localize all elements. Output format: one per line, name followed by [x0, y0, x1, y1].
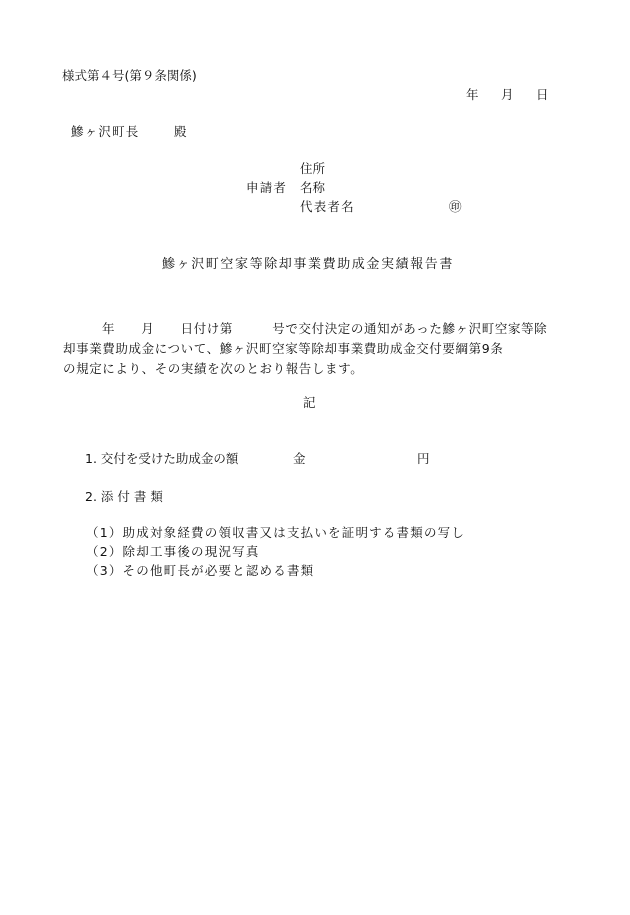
- date-month-label: 月: [501, 87, 514, 102]
- applicant-address-label: 住所: [300, 161, 326, 176]
- document-title: 鰺ヶ沢町空家等除却事業費助成金実績報告書: [162, 257, 455, 272]
- body-paragraph: [63, 319, 577, 379]
- item1-label: 1. 交付を受けた助成金の額: [85, 451, 239, 466]
- attachment-item: （1）助成対象経費の領収書又は支払いを証明する書類の写し: [86, 525, 466, 540]
- body-line: 年 月 日付け第 号で交付決定の通知があった鰺ヶ沢町空家等除: [102, 321, 548, 336]
- date-year-label: 年: [466, 87, 479, 102]
- ki-heading: 記: [303, 395, 316, 410]
- item2-label: 2. 添 付 書 類: [85, 489, 163, 504]
- body-line: 却事業費助成金について、鰺ヶ沢町空家等除却事業費助成金交付要綱第9条: [63, 341, 504, 356]
- amount-suffix: 円: [417, 451, 430, 466]
- addressee-honorific: 殿: [174, 124, 187, 139]
- applicant-representative-label: 代表者名: [300, 199, 355, 214]
- date-day-label: 日: [536, 87, 549, 102]
- seal-mark: ㊞: [449, 199, 462, 214]
- form-number-label: 様式第４号(第９条関係): [62, 68, 197, 83]
- attachment-item: （3）その他町長が必要と認める書類: [86, 563, 315, 578]
- addressee-name: 鰺ヶ沢町長: [71, 124, 140, 139]
- attachment-item: （2）除却工事後の現況写真: [86, 544, 260, 559]
- applicant-label: 申請者: [246, 180, 288, 195]
- body-line: の規定により、その実績を次のとおり報告します。: [63, 361, 364, 376]
- applicant-name-label: 名称: [300, 180, 326, 195]
- amount-prefix: 金: [293, 451, 306, 466]
